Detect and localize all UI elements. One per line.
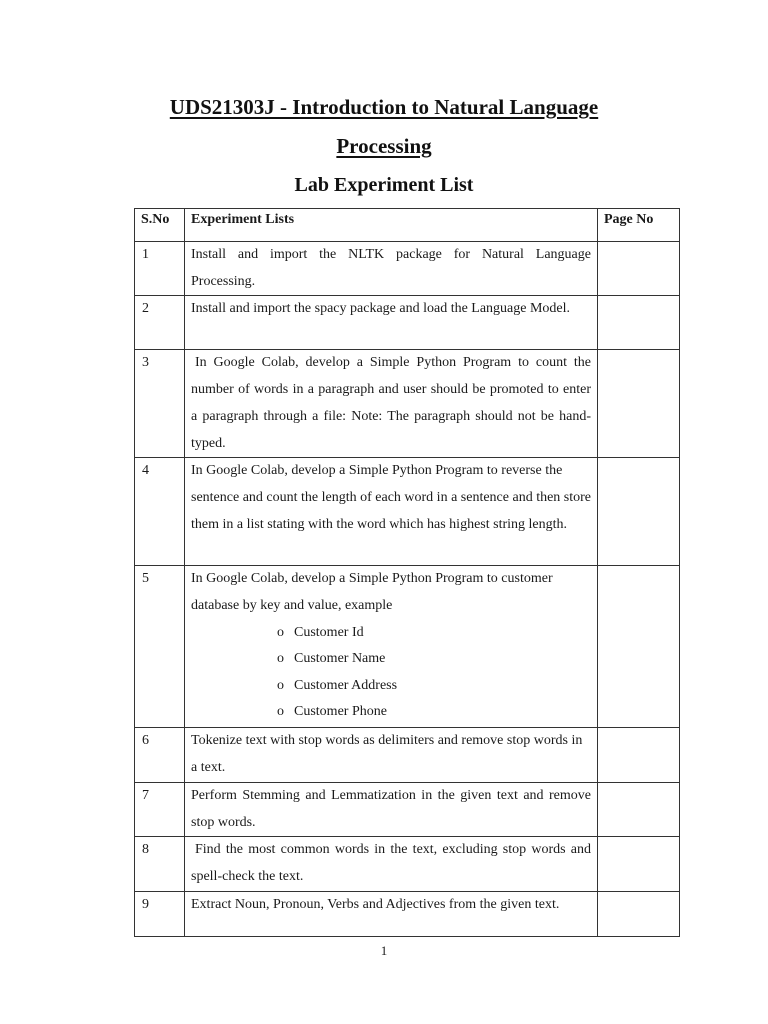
row-number: 9 (142, 896, 149, 912)
table-row (135, 350, 680, 458)
experiment-cell (185, 837, 598, 891)
table-row (135, 891, 680, 936)
document-subtitle: Lab Experiment List (294, 174, 474, 196)
row-number: 7 (142, 787, 149, 803)
experiment-cell (185, 566, 598, 728)
table-row (135, 837, 680, 891)
page-number: 1 (380, 943, 388, 958)
sno-cell (135, 566, 185, 728)
table-row (135, 458, 680, 566)
page-no-cell (598, 782, 680, 836)
page-no-cell (598, 458, 680, 566)
list-item-label: Customer Id (294, 624, 364, 640)
page-no-cell (598, 728, 680, 782)
list-item-label: Customer Phone (294, 704, 387, 720)
table-header-row (135, 209, 680, 242)
list-item (277, 699, 597, 725)
experiment-cell (185, 350, 598, 458)
row-number: 2 (142, 301, 149, 317)
experiment-cell (185, 891, 598, 936)
sno-cell (135, 242, 185, 296)
experiment-description: Install and import the spacy package and load the Language Model. (191, 301, 571, 317)
row-number: 5 (142, 571, 149, 587)
bullet-marker: o (277, 651, 284, 667)
row-number: 6 (142, 733, 149, 749)
experiment-description: In Google Colab, develop a Simple Python Program to customer database by key and value, example (191, 571, 553, 614)
table-row (135, 296, 680, 350)
sno-cell (135, 837, 185, 891)
experiment-description: Install and import the NLTK package for Natural Language Processing. (191, 247, 591, 289)
experiment-description: In Google Colab, develop a Simple Python Program to count the number of words in a paragraph and user should be promoted to enter a paragraph through a file: Note: The paragraph should not be hand-typed. (191, 355, 591, 451)
sno-cell (135, 458, 185, 566)
list-item-label: Customer Address (294, 677, 398, 693)
list-item (277, 646, 597, 672)
header-sno: S.No (141, 212, 170, 227)
table-row (135, 782, 680, 836)
header-cell-sno (135, 209, 185, 242)
page-no-cell (598, 566, 680, 728)
row-number: 3 (142, 355, 149, 371)
sno-cell (135, 891, 185, 936)
page-no-cell (598, 296, 680, 350)
experiment-cell (185, 728, 598, 782)
header-cell-page (598, 209, 680, 242)
experiment-description: Find the most common words in the text, excluding stop words and spell-check the text. (191, 842, 591, 884)
list-item (277, 673, 597, 699)
sno-cell (135, 728, 185, 782)
sno-cell (135, 350, 185, 458)
document-title-line-1 (0, 95, 768, 120)
list-item (277, 620, 597, 646)
experiment-description: In Google Colab, develop a Simple Python Program to reverse the sentence and count the length of each word in a sentence and then store them in a list stating with the word which has highest string length. (191, 463, 592, 532)
page-no-cell (598, 242, 680, 296)
bullet-marker: o (277, 704, 284, 720)
experiment-description: Perform Stemming and Lemmatization in the given text and remove stop words. (191, 787, 591, 830)
customer-field-list (185, 620, 597, 726)
bullet-marker: o (277, 677, 284, 693)
row-number: 1 (142, 247, 149, 262)
header-page-no: Page No (604, 212, 654, 227)
table-row (135, 728, 680, 782)
header-experiment-lists: Experiment Lists (191, 212, 295, 227)
bullet-marker: o (277, 624, 284, 640)
document-title-text-2: Processing (336, 134, 432, 158)
experiment-table (134, 208, 680, 937)
document-title-text-1: UDS21303J - Introduction to Natural Language (169, 95, 599, 119)
table-row (135, 566, 680, 728)
page-no-cell (598, 891, 680, 936)
experiment-cell (185, 242, 598, 296)
document-title-line-2 (0, 134, 768, 159)
experiment-cell (185, 296, 598, 350)
experiment-description: Tokenize text with stop words as delimiters and remove stop words in a text. (191, 733, 583, 776)
row-number: 8 (142, 842, 149, 858)
table-row (135, 242, 680, 296)
page-no-cell (598, 837, 680, 891)
list-item-label: Customer Name (294, 651, 386, 667)
header-cell-experiments (185, 209, 598, 242)
sno-cell (135, 296, 185, 350)
page-no-cell (598, 350, 680, 458)
experiment-cell (185, 458, 598, 566)
sno-cell (135, 782, 185, 836)
experiment-description: Extract Noun, Pronoun, Verbs and Adjectives from the given text. (191, 896, 560, 912)
experiment-cell (185, 782, 598, 836)
row-number: 4 (142, 463, 149, 479)
